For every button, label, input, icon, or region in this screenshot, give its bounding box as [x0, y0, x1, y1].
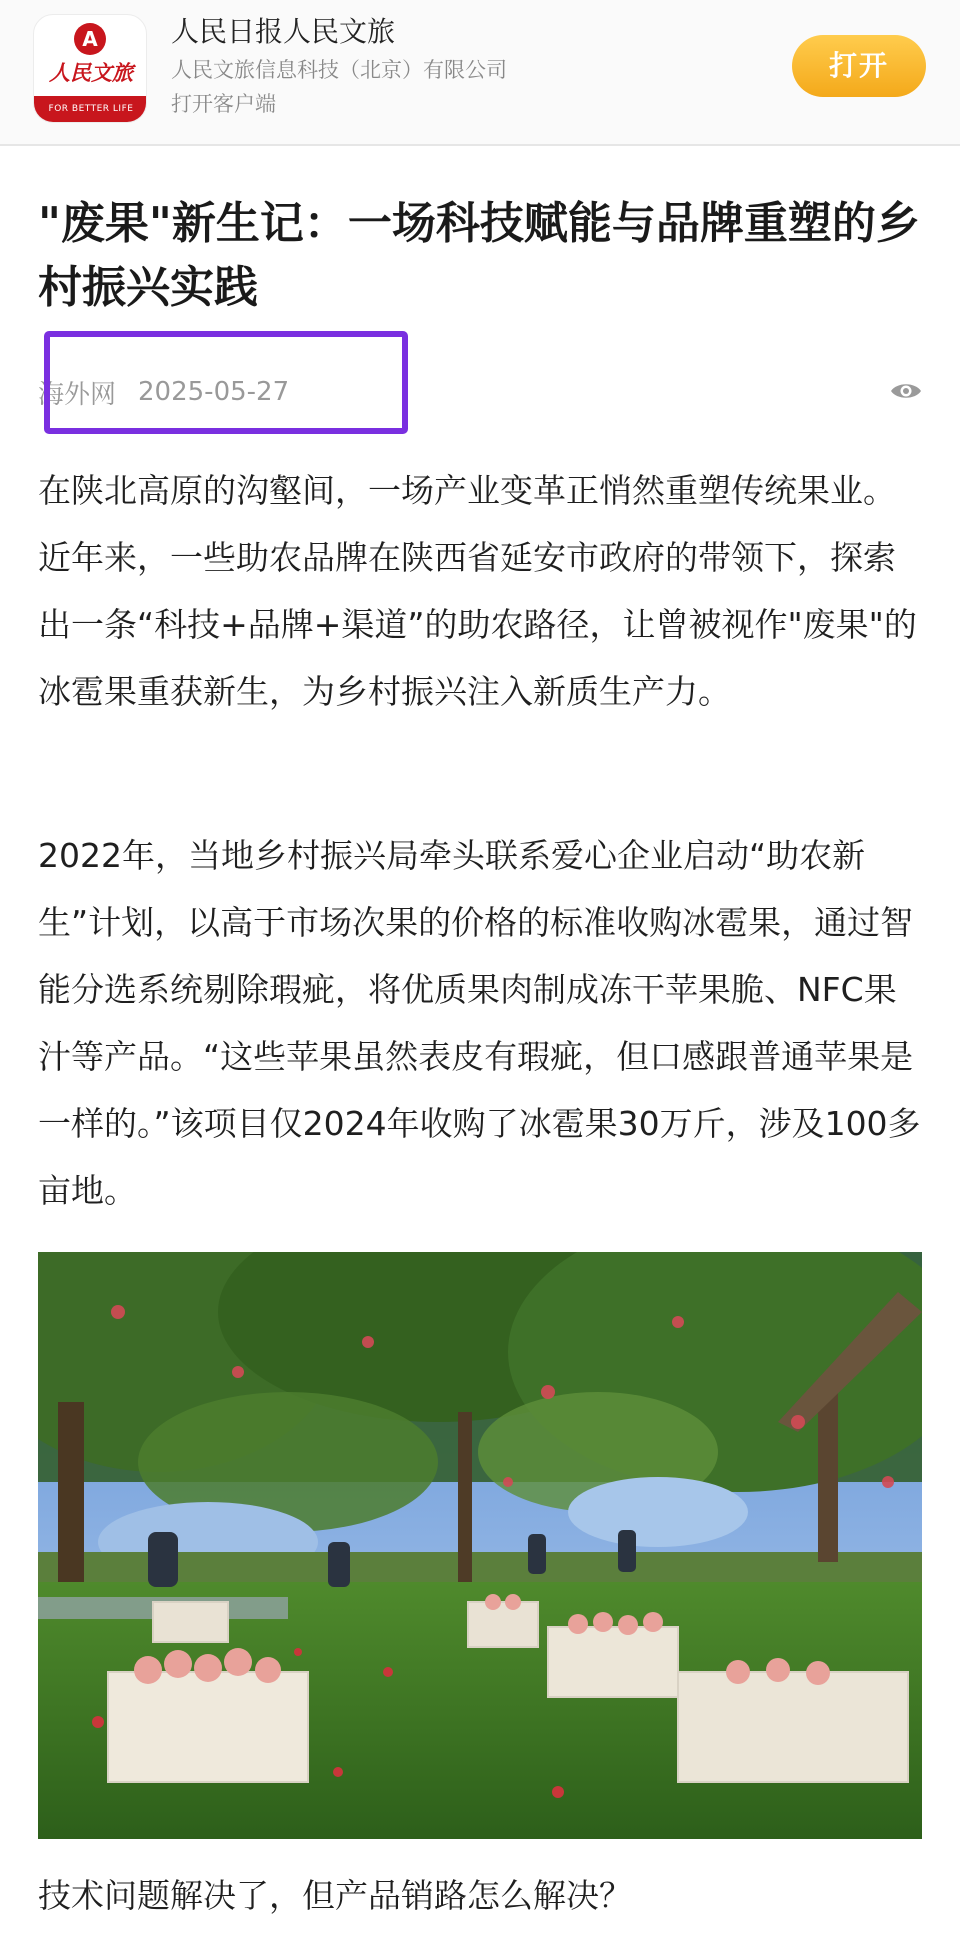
article-next-line: 技术问题解决了，但产品销路怎么解决？ [38, 1876, 632, 1915]
article-source[interactable]: 海外网 [38, 379, 117, 410]
app-download-banner [0, 0, 960, 146]
open-app-button[interactable]: 打开 [792, 35, 926, 97]
eye-icon [890, 380, 922, 402]
annotation-highlight-box [44, 331, 408, 434]
article-date: 2025-05-27 [138, 377, 290, 407]
article-paragraph-2: 2022年，当地乡村振兴局牵头联系爱心企业启动“助农新生”计划，以高于市场次果的价格的标准收购冰雹果，通过智能分选系统剔除瑕疵，将优质果肉制成冻干苹果脆、NFC果汁等产品。“这些苹果虽然表皮有瑕疵，但口感跟普通苹果是一样的。”该项目仅2024年收购了冰雹果30万斤，涉及100多亩地。 [38, 836, 921, 1210]
open-client-hint[interactable]: 打开客户端 [171, 92, 276, 116]
orchard-photo-illustration [38, 1252, 922, 1839]
article-paragraph-1: 在陕北高原的沟壑间，一场产业变革正悄然重塑传统果业。近年来，一些助农品牌在陕西省延安市政府的带领下，探索出一条“科技+品牌+渠道”的助农路径，让曾被视作"废果"的冰雹果重获新生，为乡村振兴注入新质生产力。 [38, 471, 917, 711]
people-daily-logo-icon: A [74, 23, 106, 55]
orchard-harvest-photo[interactable] [38, 1252, 922, 1839]
article-title: "废果"新生记：一场科技赋能与品牌重塑的乡村振兴实践 [38, 198, 920, 313]
app-company: 人民文旅信息科技（北京）有限公司 [171, 58, 507, 82]
logo-slogan: FOR BETTER LIFE [34, 96, 147, 122]
app-logo[interactable] [33, 14, 147, 123]
logo-text: 人民文旅 [49, 60, 133, 85]
app-name: 人民日报人民文旅 [171, 15, 396, 48]
